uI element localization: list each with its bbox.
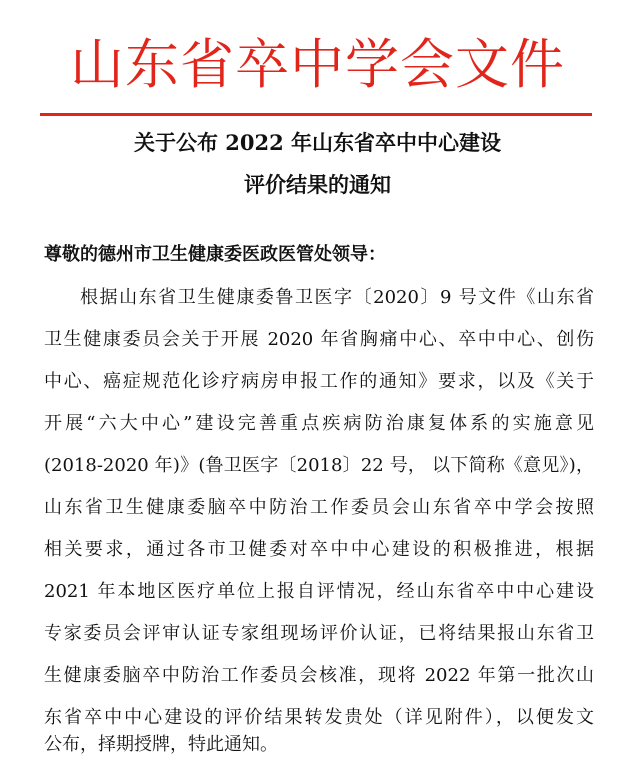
notice-title-line-1: 关于公布 2022 年山东省卒中中心建设 bbox=[133, 130, 502, 155]
body-text-line: 根据山东省卫生健康委鲁卫医字〔2020〕9 号文件《山东省 bbox=[80, 287, 594, 308]
body-text-line: 中心、癌症规范化诊疗病房申报工作的通知》要求，以及《关于 bbox=[44, 371, 594, 392]
body-text-line: 山东省卫生健康委脑卒中防治工作委员会山东省卒中学会按照 bbox=[44, 497, 594, 518]
body-text-line: 相关要求，通过各市卫健委对卒中中心建设的积极推进，根据 bbox=[44, 539, 594, 560]
letter-salutation: 尊敬的德州市卫生健康委医政医管处领导： bbox=[44, 244, 386, 265]
body-text-line: 生健康委脑卒中防治工作委员会核准，现将 2022 年第一批次山 bbox=[44, 665, 594, 686]
body-text-line: 东省卒中中心建设的评价结果转发贵处（详见附件），以便发文 bbox=[44, 707, 594, 728]
body-text-line: 开展“六大中心”建设完善重点疾病防治康复体系的实施意见 bbox=[44, 413, 594, 434]
body-text-line: (2018-2020 年)》(鲁卫医字〔2018〕22 号， 以下简称《意见》)， bbox=[44, 455, 594, 476]
org-header-title: 山东省卒中学会文件 bbox=[70, 33, 565, 96]
body-text-line: 公布，择期授牌，特此通知。 bbox=[44, 734, 278, 755]
body-text-line: 2021 年本地区医疗单位上报自评情况，经山东省卒中中心建设 bbox=[44, 581, 594, 602]
body-text-line: 专家委员会评审认证专家组现场评价认证，已将结果报山东省卫 bbox=[44, 623, 594, 644]
body-text-line: 卫生健康委员会关于开展 2020 年省胸痛中心、卒中中心、创伤 bbox=[44, 329, 594, 350]
notice-title-line-2: 评价结果的通知 bbox=[244, 172, 391, 197]
header-red-rule bbox=[40, 113, 592, 116]
